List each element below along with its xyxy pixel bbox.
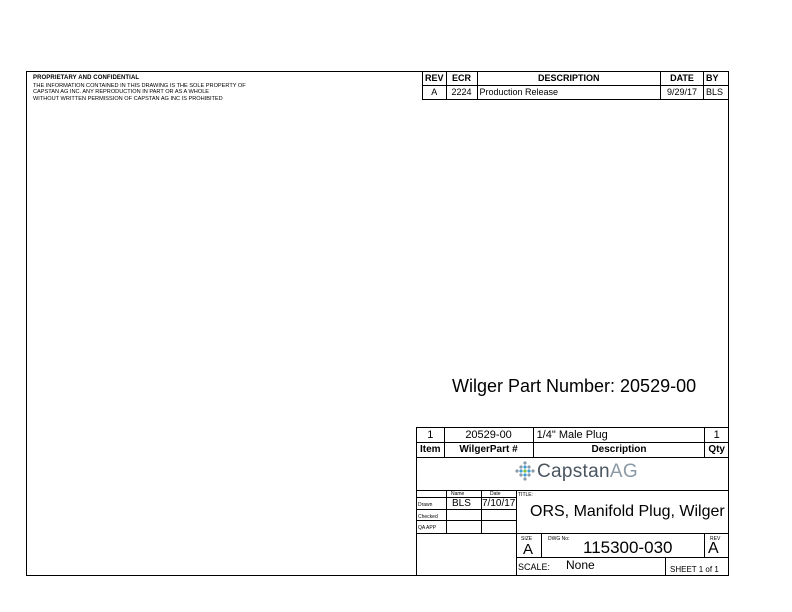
proprietary-line-3: WITHOUT WRITTEN PERMISSION OF CAPSTAN AG INC IS PROHIBITED bbox=[33, 95, 223, 102]
ecr-header: ECR bbox=[446, 72, 477, 86]
size-right-line bbox=[541, 533, 542, 557]
bom-qty-header: Qty bbox=[705, 443, 729, 458]
logo-text-capstan: Capstan bbox=[537, 461, 610, 482]
revision-row bbox=[423, 86, 729, 100]
proprietary-line-1: THE INFORMATION CONTAINED IN THIS DRAWING IS THE SOLE PROPERTY OF bbox=[33, 83, 246, 89]
rev-header: REV bbox=[423, 72, 447, 86]
date-label: Date bbox=[490, 491, 501, 497]
bom-description-header: Description bbox=[533, 443, 705, 458]
drawing-frame bbox=[26, 71, 729, 576]
rev-value: A bbox=[708, 540, 719, 557]
title-block-top-line bbox=[416, 457, 729, 458]
size-value: A bbox=[523, 541, 534, 558]
rev-left-line bbox=[704, 533, 705, 557]
sheet-number: SHEET 1 of 1 bbox=[670, 565, 719, 574]
by-header: BY bbox=[704, 72, 729, 86]
ecr-cell: 2224 bbox=[446, 86, 477, 100]
bom-item-header: Item bbox=[417, 443, 445, 458]
scale-value: None bbox=[566, 558, 595, 572]
dwg-label: DWG No: bbox=[548, 536, 570, 542]
logo-text-ag: AG bbox=[609, 461, 638, 482]
description-header: DESCRIPTION bbox=[477, 72, 660, 86]
size-top-line bbox=[516, 533, 729, 534]
title-label: TITLE: bbox=[518, 492, 534, 498]
title-block-left-line bbox=[416, 457, 417, 576]
qa-label: QA APP bbox=[418, 525, 437, 531]
drawn-label: Drawn bbox=[418, 502, 433, 508]
proprietary-title: PROPRIETARY AND CONFIDENTIAL bbox=[33, 75, 140, 81]
rev-cell: A bbox=[423, 86, 447, 100]
capstan-logo-text bbox=[537, 461, 638, 483]
drawn-bottom-line bbox=[416, 509, 516, 510]
revision-header-row bbox=[423, 72, 729, 86]
date-header: DATE bbox=[661, 72, 704, 86]
revision-table bbox=[422, 71, 729, 100]
by-cell: BLS bbox=[704, 86, 729, 100]
drawn-date: 7/10/17 bbox=[482, 498, 516, 509]
bom-description: 1/4" Male Plug bbox=[533, 428, 705, 443]
proprietary-line-2: CAPSTAN AG INC. ANY REPRODUCTION IN PART OR AS A WHOLE bbox=[33, 89, 210, 96]
proprietary-notice bbox=[33, 83, 333, 102]
sheet-left-line bbox=[665, 557, 666, 576]
wilger-part-number: Wilger Part Number: 20529-00 bbox=[452, 376, 697, 396]
rev-label: REV bbox=[710, 536, 721, 542]
bom-row bbox=[417, 428, 729, 443]
scale-label: SCALE: bbox=[518, 562, 551, 572]
qa-bottom-line bbox=[416, 533, 516, 534]
drawn-name: BLS bbox=[452, 498, 471, 509]
checked-label: Checked bbox=[418, 514, 438, 520]
name-label: Name bbox=[451, 491, 465, 497]
bom-part-header: WilgerPart # bbox=[444, 443, 533, 458]
date-cell: 9/29/17 bbox=[661, 86, 704, 100]
description-cell: Production Release bbox=[477, 86, 660, 100]
bom-header-row bbox=[417, 443, 729, 458]
bom-table bbox=[416, 427, 729, 458]
name-col-line bbox=[446, 491, 447, 533]
drawing-title: ORS, Manifold Plug, Wilger bbox=[530, 503, 725, 520]
capstan-logo bbox=[513, 460, 638, 484]
bom-item: 1 bbox=[417, 428, 445, 443]
size-label: SIZE bbox=[521, 536, 533, 542]
bom-qty: 1 bbox=[705, 428, 729, 443]
checked-bottom-line bbox=[416, 520, 516, 521]
bom-part: 20529-00 bbox=[444, 428, 533, 443]
capstan-diamond-icon bbox=[513, 460, 537, 484]
dwg-number: 115300-030 bbox=[583, 538, 673, 557]
